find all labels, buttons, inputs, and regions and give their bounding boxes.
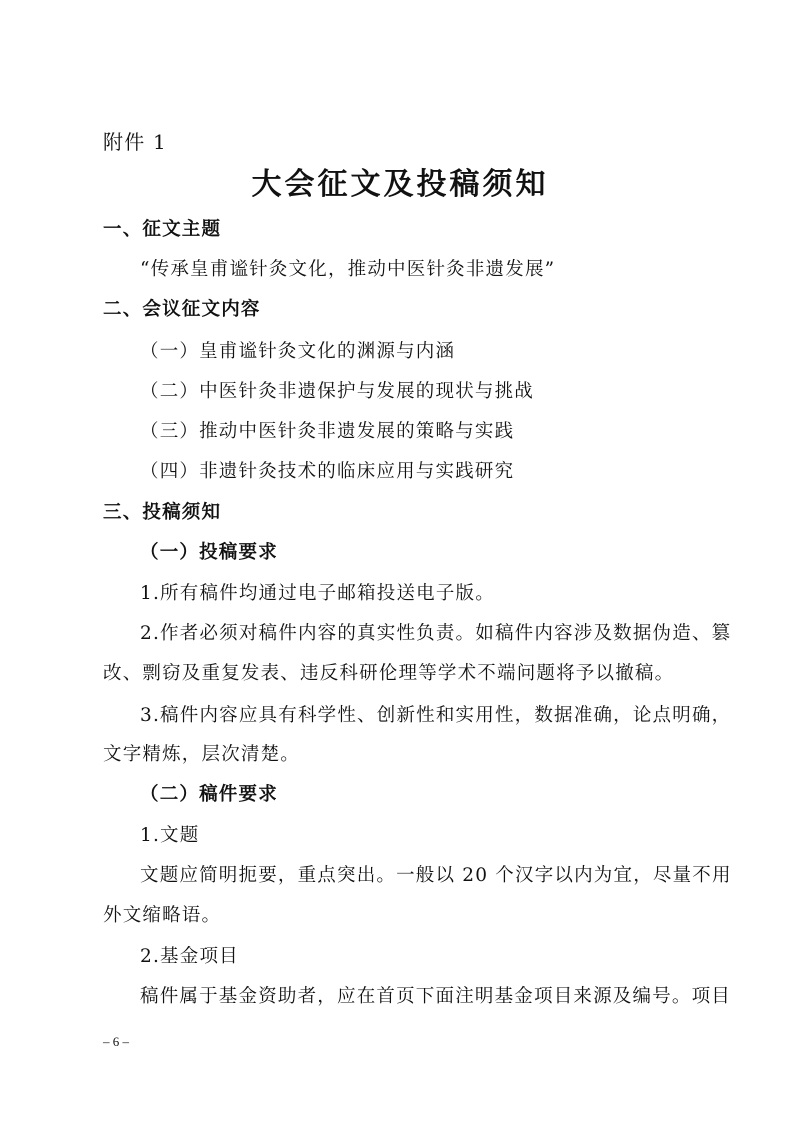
page-number: – 6 –	[103, 1034, 129, 1049]
item-title: 1.文题	[140, 825, 200, 846]
section-heading-content: 二、会议征文内容	[103, 299, 261, 320]
content-item: （四）非遗针灸技术的临床应用与实践研究	[140, 461, 515, 482]
paragraph-continuation: 改、剽窃及重复发表、违反科研伦理等学术不端问题将予以撤稿。	[103, 663, 675, 684]
paragraph: 2.作者必须对稿件内容的真实性负责。如稿件内容涉及数据伪造、篡	[140, 623, 732, 644]
content-item: （二）中医针灸非遗保护与发展的现状与挑战	[140, 381, 535, 402]
subsection-heading-requirements: （一）投稿要求	[140, 542, 278, 563]
content-item: （三）推动中医针灸非遗发展的策略与实践	[140, 421, 515, 442]
item-title: 2.基金项目	[140, 946, 239, 967]
paragraph: 1.所有稿件均通过电子邮箱投送电子版。	[140, 583, 495, 604]
paragraph-continuation: 外文缩略语。	[103, 905, 222, 926]
paragraph: 文题应简明扼要，重点突出。一般以 20 个汉字以内为宜，尽量不用	[140, 865, 732, 886]
theme-text: “传承皇甫谧针灸文化，推动中医针灸非遗发展”	[140, 259, 556, 280]
content-item: （一）皇甫谧针灸文化的渊源与内涵	[140, 341, 456, 362]
section-heading-submission: 三、投稿须知	[103, 502, 222, 523]
subsection-heading-manuscript: （二）稿件要求	[140, 784, 278, 805]
section-heading-theme: 一、征文主题	[103, 219, 222, 240]
paragraph: 3.稿件内容应具有科学性、创新性和实用性，数据准确，论点明确，	[140, 705, 732, 726]
paragraph: 稿件属于基金资助者，应在首页下面注明基金项目来源及编号。项目	[140, 986, 732, 1007]
annex-label: 附件 1	[103, 130, 167, 154]
paragraph-continuation: 文字精炼，层次清楚。	[103, 744, 301, 765]
document-title: 大会征文及投稿须知	[251, 167, 549, 202]
